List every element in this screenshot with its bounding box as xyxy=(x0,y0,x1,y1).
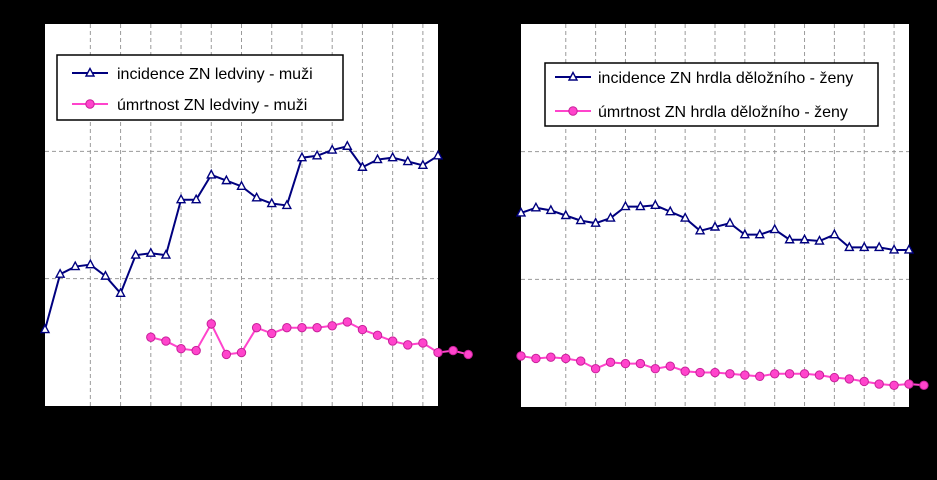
data-point-circle xyxy=(419,339,427,347)
legend-circle-icon xyxy=(86,100,94,108)
data-point-circle xyxy=(785,370,793,378)
data-point-circle xyxy=(237,348,245,356)
data-point-circle xyxy=(358,325,366,333)
legend xyxy=(57,55,343,120)
data-point-circle xyxy=(147,333,155,341)
legend-label: incidence ZN hrdla děložního - ženy xyxy=(598,70,854,87)
data-point-circle xyxy=(283,323,291,331)
data-point-circle xyxy=(696,368,704,376)
chart-panel-cervix xyxy=(517,24,928,407)
legend-label: incidence ZN ledviny - muži xyxy=(117,66,313,83)
data-point-circle xyxy=(756,372,764,380)
data-point-circle xyxy=(547,353,555,361)
data-point-circle xyxy=(845,375,853,383)
data-point-circle xyxy=(562,354,570,362)
data-point-circle xyxy=(268,329,276,337)
data-point-circle xyxy=(517,352,525,360)
data-point-circle xyxy=(890,381,898,389)
chart-panel-kidney xyxy=(41,24,472,406)
data-point-circle xyxy=(800,370,808,378)
data-point-circle xyxy=(404,341,412,349)
data-point-circle xyxy=(177,345,185,353)
data-point-circle xyxy=(636,359,644,367)
data-point-circle xyxy=(252,323,260,331)
data-point-circle xyxy=(651,365,659,373)
data-point-circle xyxy=(711,368,719,376)
data-point-circle xyxy=(313,323,321,331)
legend xyxy=(545,63,878,126)
data-point-circle xyxy=(388,337,396,345)
data-point-circle xyxy=(449,346,457,354)
data-point-circle xyxy=(222,350,230,358)
data-point-circle xyxy=(434,348,442,356)
data-point-circle xyxy=(162,337,170,345)
data-point-circle xyxy=(741,371,749,379)
legend-label: úmrtnost ZN hrdla děložního - ženy xyxy=(598,104,848,121)
data-point-circle xyxy=(726,370,734,378)
data-point-circle xyxy=(298,323,306,331)
data-point-circle xyxy=(576,357,584,365)
data-point-circle xyxy=(621,359,629,367)
data-point-circle xyxy=(207,320,215,328)
data-point-circle xyxy=(770,370,778,378)
data-point-circle xyxy=(815,371,823,379)
data-point-circle xyxy=(920,381,928,389)
data-point-circle xyxy=(192,346,200,354)
data-point-circle xyxy=(532,354,540,362)
data-point-circle xyxy=(860,377,868,385)
legend-label: úmrtnost ZN ledviny - muži xyxy=(117,97,308,114)
data-point-circle xyxy=(830,373,838,381)
data-point-circle xyxy=(373,331,381,339)
data-point-circle xyxy=(905,380,913,388)
data-point-circle xyxy=(875,380,883,388)
data-point-circle xyxy=(591,365,599,373)
data-point-circle xyxy=(606,358,614,366)
legend-circle-icon xyxy=(569,107,577,115)
data-point-circle xyxy=(464,350,472,358)
data-point-circle xyxy=(343,318,351,326)
data-point-circle xyxy=(666,362,674,370)
data-point-circle xyxy=(328,322,336,330)
data-point-circle xyxy=(681,367,689,375)
